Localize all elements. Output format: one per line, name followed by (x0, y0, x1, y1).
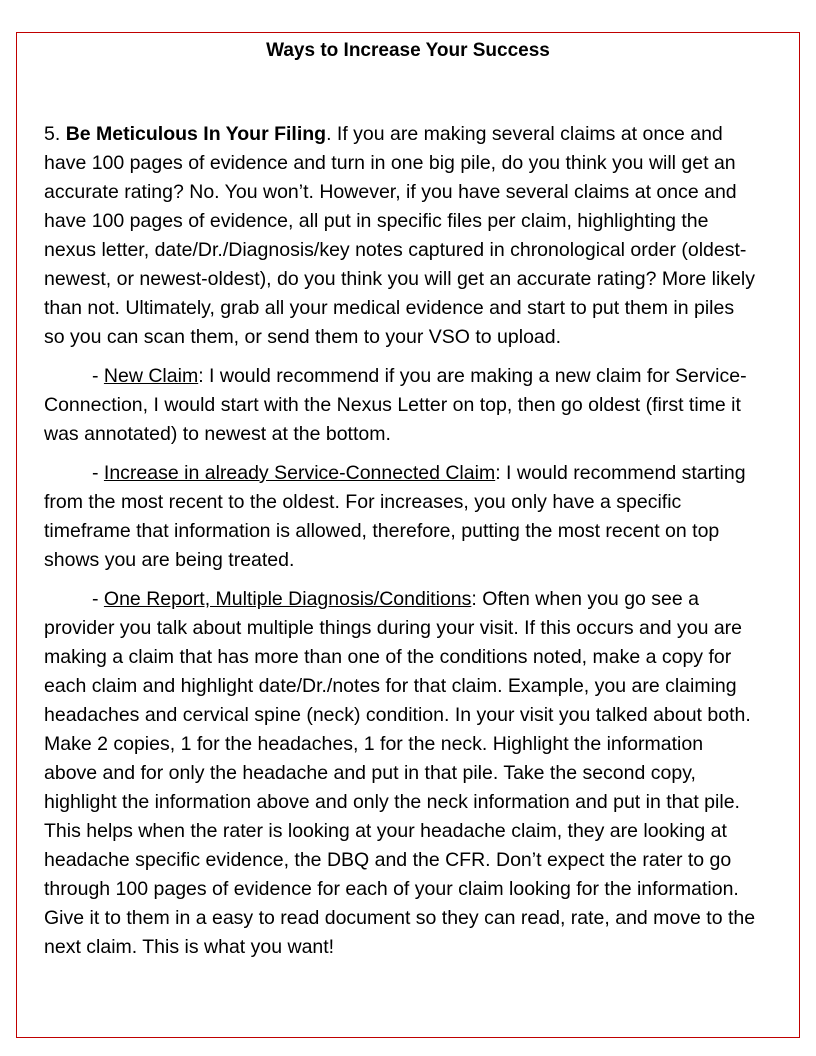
item-heading: Be Meticulous In Your Filing (65, 123, 327, 145)
one-report-label: One Report, Multiple Diagnosis/Conditions (103, 588, 472, 610)
document-body (44, 120, 756, 972)
one-report-text: : Often when you go see a provider you talk about multiple things during your visit. If this occurs and you are making a claim that has more than one of the conditions noted, make a copy for each claim and highlight date/Dr./notes for that claim. Example, you are claiming headaches and cervical spine (neck) condition. In your visit you talked about both. Make 2 copies, 1 for the headaches, 1 for the neck. Highlight the information above and for only the headache and put in that pile. Take the second copy, highlight the information above and only the neck information and put in that pile. This helps when the rater is looking at your headache claim, they are looking at headache specific evidence, the DBQ and the CFR. Don’t expect the rater to go through 100 pages of evidence for each of your claim looking for the information. Give it to them in a easy to read document so they can read, rate, and move to the next claim. This is what you want! (44, 588, 756, 958)
item-5-paragraph (44, 120, 756, 352)
item-text: . If you are making several claims at once and have 100 pages of evidence and turn in one big pile, do you think you will get an accurate rating? No. You won’t. However, if you have several claims at once and have 100 pages of evidence, all put in specific files per claim, highlighting the nexus letter, date/Dr./Diagnosis/key notes captured in chronological order (oldest-newest, or newest-oldest), do you think you will get an accurate rating? More likely than not. Ultimately, grab all your medical evidence and start to put them in piles so you can scan them, or send them to your VSO to upload. (44, 123, 756, 348)
increase-claim-label: Increase in already Service-Connected Claim (103, 462, 496, 484)
item-number: 5. (44, 123, 61, 145)
new-claim-text: : I would recommend if you are making a new claim for Service-Connection, I would start with the Nexus Letter on top, then go oldest (first time it was annotated) to newest at the bottom. (44, 365, 747, 445)
new-claim-dash: - (92, 365, 104, 387)
page-title: Ways to Increase Your Success (266, 40, 550, 61)
increase-claim-dash: - (92, 462, 104, 484)
new-claim-label: New Claim (103, 365, 199, 387)
new-claim-paragraph (44, 362, 756, 449)
one-report-dash: - (92, 588, 104, 610)
increase-claim-text: : I would recommend starting from the most recent to the oldest. For increases, you only have a specific timeframe that information is allowed, therefore, putting the most recent on top shows you are being treated. (44, 462, 746, 571)
one-report-paragraph (44, 585, 756, 962)
increase-claim-paragraph (44, 459, 756, 575)
